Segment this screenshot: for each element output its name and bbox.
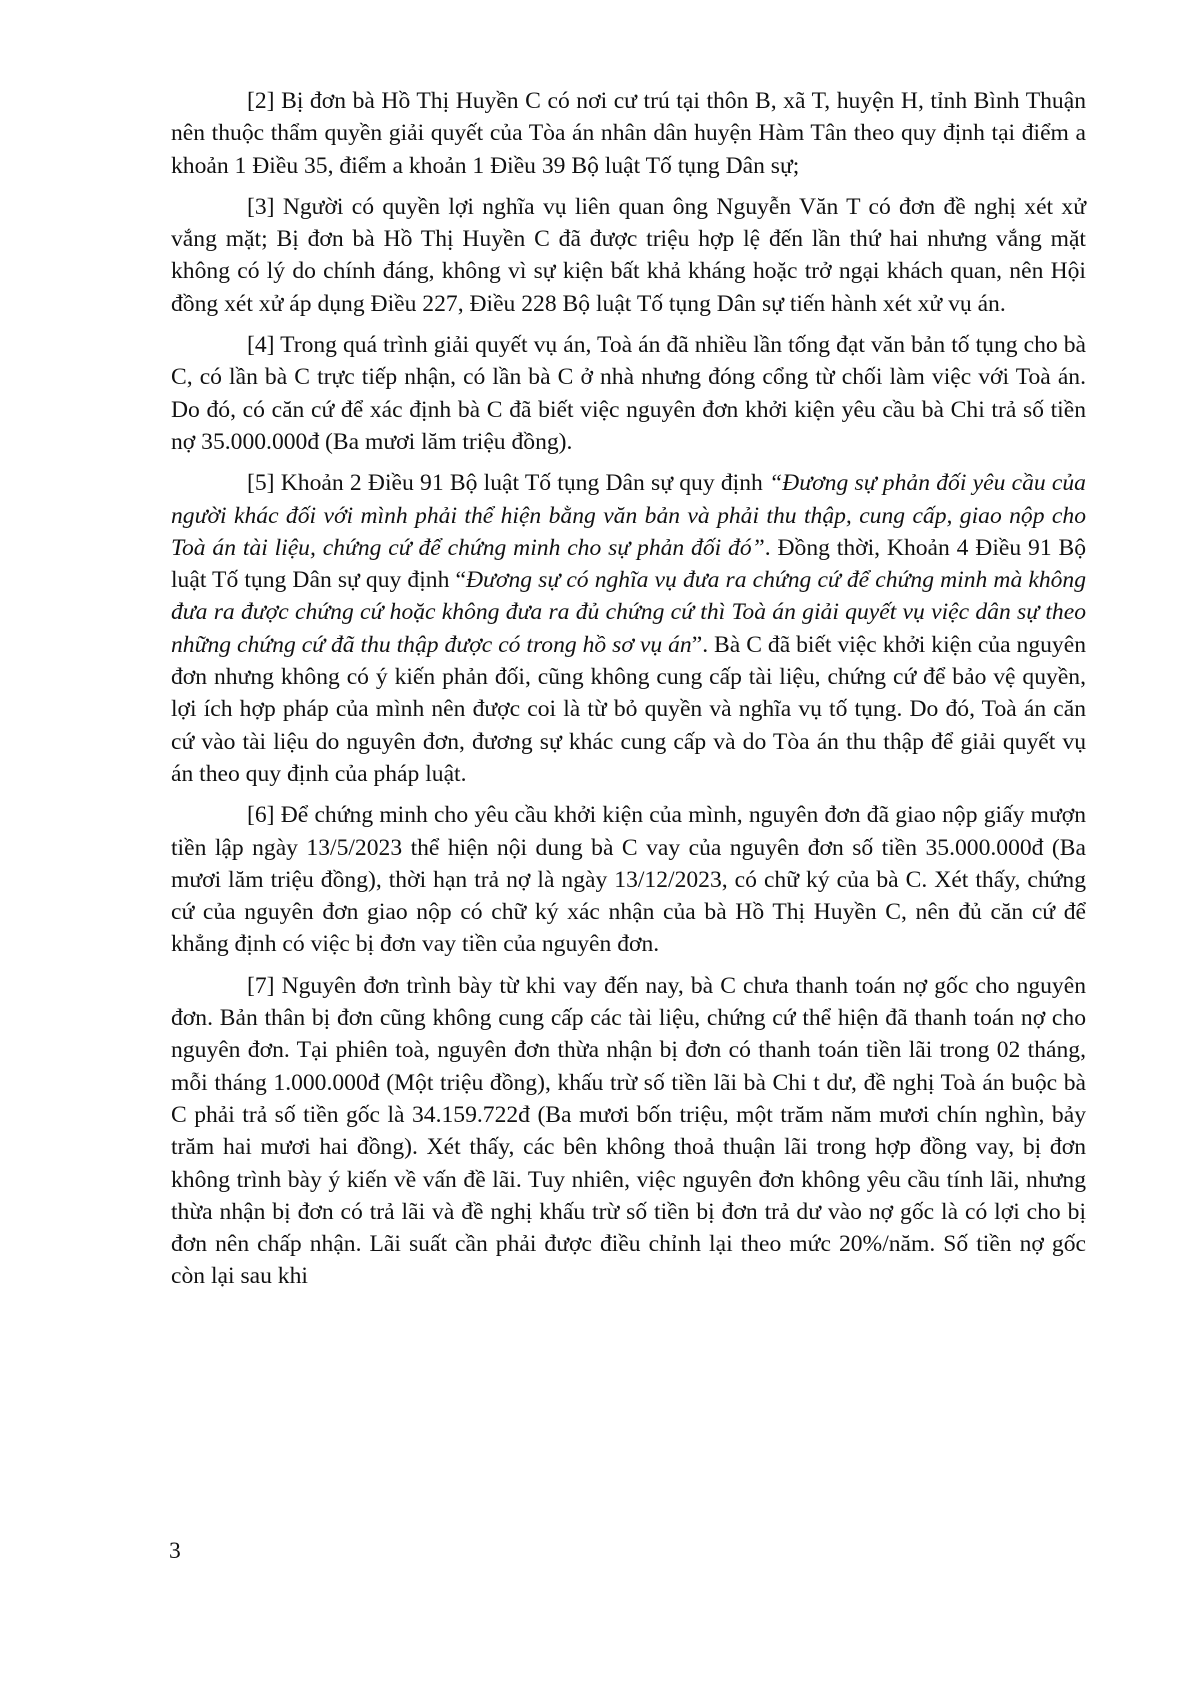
paragraph-2: [2] Bị đơn bà Hồ Thị Huyền C có nơi cư trú tại thôn B, xã T, huyện H, tỉnh Bình Thuận nên thuộc thẩm quyền giải quyết của Tòa án nhân dân huyện Hàm Tân theo quy định tại điểm a khoản 1 Điều 35, điểm a khoản 1 Điều 39 Bộ luật Tố tụng Dân sự; — [171, 88, 1086, 179]
paragraph-4: [4] Trong quá trình giải quyết vụ án, Toà án đã nhiều lần tống đạt văn bản tố tụng cho bà C, có lần bà C trực tiếp nhận, có lần bà C ở nhà nhưng đóng cổng từ chối làm việc với Toà án. Do đó, có căn cứ để xác định bà C đã biết việc nguyên đơn khởi kiện yêu cầu bà Chi trả số tiền nợ 35.000.000đ (Ba mươi lăm triệu đồng). — [171, 332, 1086, 455]
paragraph-5-lead: [5] Khoản 2 Điều 91 Bộ luật Tố tụng Dân sự quy định — [247, 470, 770, 497]
paragraph-5 — [171, 467, 1086, 790]
document-body — [171, 85, 1086, 1302]
paragraph-5-quote-2: Đương sự có nghĩa vụ đưa ra chứng cứ để chứng minh mà không đưa ra được chứng cứ hoặc không đưa ra đủ chứng cứ thì Toà án giải quyết vụ việc dân sự theo những chứng cứ đã thu thập được có trong hồ sơ vụ án — [171, 567, 1087, 658]
paragraph-5-quote-1: “Đương sự phản đối yêu cầu của người khác đối với mình phải thể hiện bằng văn bản và phải thu thập, cung cấp, giao nộp cho Toà án tài liệu, chứng cứ để chứng minh cho sự phản đối đó” — [171, 470, 1086, 561]
paragraph-6: [6] Để chứng minh cho yêu cầu khởi kiện của mình, nguyên đơn đã giao nộp giấy mượn tiền lập ngày 13/5/2023 thể hiện nội dung bà C vay của nguyên đơn số tiền 35.000.000đ (Ba mươi lăm triệu đồng), thời hạn trả nợ là ngày 13/12/2023, có chữ ký của bà C. Xét thấy, chứng cứ của nguyên đơn giao nộp có chữ ký xác nhận của bà Hồ Thị Huyền C, nên đủ căn cứ để khẳng định có việc bị đơn vay tiền của nguyên đơn. — [171, 802, 1086, 958]
page-number: 3 — [169, 1538, 181, 1564]
paragraph-7: [7] Nguyên đơn trình bày từ khi vay đến nay, bà C chưa thanh toán nợ gốc cho nguyên đơn. Bản thân bị đơn cũng không cung cấp các tài liệu, chứng cứ thể hiện đã thanh toán nợ cho nguyên đơn. Tại phiên toà, nguyên đơn thừa nhận bị đơn có thanh toán tiền lãi trong 02 tháng, mỗi tháng 1.000.000đ (Một triệu đồng), khấu trừ số tiền lãi bà Chi t dư, đề nghị Toà án buộc bà C phải trả số tiền gốc là 34.159.722đ (Ba mươi bốn triệu, một trăm năm mươi chín nghìn, bảy trăm hai mươi hai đồng). Xét thấy, các bên không thoả thuận lãi trong hợp đồng vay, bị đơn không trình bày ý kiến về vấn đề lãi. Tuy nhiên, việc nguyên đơn không yêu cầu tính lãi, nhưng thừa nhận bị đơn có trả lãi và đề nghị khấu trừ số tiền bị đơn trả dư vào nợ gốc là có lợi cho bị đơn nên chấp nhận. Lãi suất cần phải được điều chỉnh lại theo mức 20%/năm. Số tiền nợ gốc còn lại sau khi — [171, 972, 1086, 1290]
paragraph-5-mid: . Đồng thời, Khoản 4 Điều 91 Bộ luật Tố tụng Dân sự quy định “ — [171, 534, 1086, 594]
paragraph-5-tail: ”. Bà C đã biết việc khởi kiện của nguyên đơn nhưng không có ý kiến phản đối, cũng không cung cấp tài liệu, chứng cứ để bảo vệ quyền, lợi ích hợp pháp của mình nên được coi là từ bỏ quyền và nghĩa vụ tố tụng. Do đó, Toà án căn cứ vào tài liệu do nguyên đơn, đương sự khác cung cấp và do Tòa án thu thập để giải quyết vụ án theo quy định của pháp luật. — [171, 631, 1086, 787]
paragraph-3: [3] Người có quyền lợi nghĩa vụ liên quan ông Nguyễn Văn T có đơn đề nghị xét xử vắng mặt; Bị đơn bà Hồ Thị Huyền C đã được triệu hợp lệ đến lần thứ hai nhưng vắng mặt không có lý do chính đáng, không vì sự kiện bất khả kháng hoặc trở ngại khách quan, nên Hội đồng xét xử áp dụng Điều 227, Điều 228 Bộ luật Tố tụng Dân sự tiến hành xét xử vụ án. — [171, 193, 1086, 317]
